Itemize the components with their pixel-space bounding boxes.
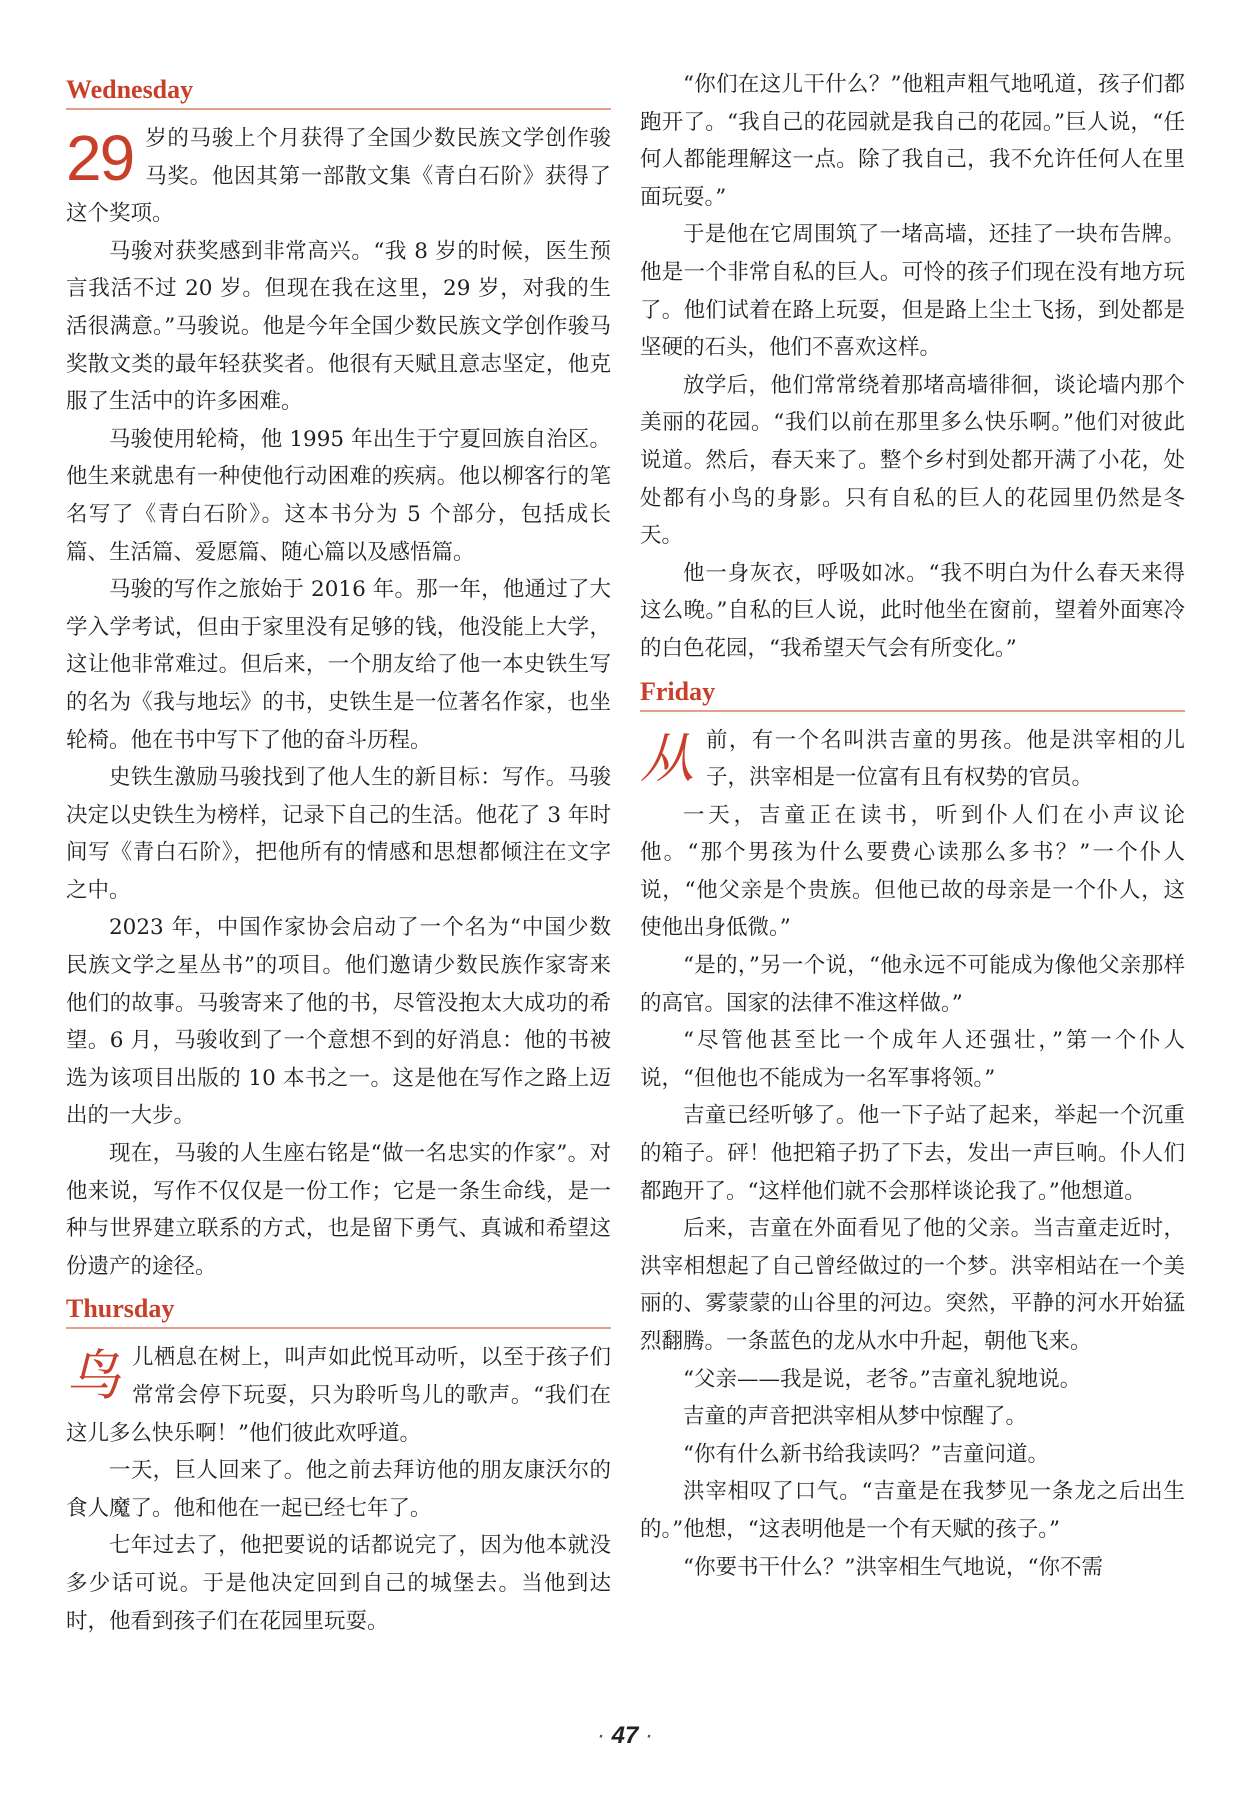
thursday-paragraph: “你们在这儿干什么？”他粗声粗气地吼道，孩子们都跑开了。“我自己的花园就是我自己的花园。”巨人说，“任何人都能理解这一点。除了我自己，我不允许任何人在里面玩耍。”: [640, 72, 1185, 210]
thursday-paragraph: 一天，巨人回来了。他之前去拜访他的朋友康沃尔的食人魔了。他和他在一起已经七年了。: [66, 1458, 611, 1521]
friday-paragraph: 吉童已经听够了。他一下子站了起来，举起一个沉重的箱子。砰！他把箱子扔了下去，发出一声巨响。仆人们都跑开了。“这样他们就不会那样谈论我了。”他想道。: [640, 1103, 1185, 1204]
wednesday-paragraph: 29 岁的马骏上个月获得了全国少数民族文学创作骏马奖。他因其第一部散文集《青白石阶》获得了这个奖项。: [66, 122, 611, 227]
thursday-dropcap: 鸟: [66, 1344, 120, 1408]
friday-paragraph: 洪宰相叹了口气。“吉童是在我梦见一条龙之后出生的。”他想，“这表明他是一个有天赋的孩子。”: [640, 1479, 1185, 1542]
wednesday-paragraph: 史铁生激励马骏找到了他人生的新目标：写作。马骏决定以史铁生为榜样，记录下自己的生活。他花了 3 年时间写《青白石阶》，把他所有的情感和思想都倾注在文字之中。: [66, 765, 611, 903]
friday-paragraph: “父亲——我是说，老爷。”吉童礼貌地说。: [683, 1366, 1082, 1392]
friday-paragraph: “尽管他甚至比一个成年人还强壮，”第一个仆人说，“但他也不能成为一名军事将领。”: [640, 1028, 1185, 1091]
wednesday-paragraph: 马骏对获奖感到非常高兴。“我 8 岁的时候，医生预言我活不过 20 岁。但现在我在这里，29 岁，对我的生活很满意。”马骏说。他是今年全国少数民族文学创作骏马奖散文类的最年轻获奖者。他很有天赋且意志坚定，他克服了生活中的许多困难。: [66, 238, 611, 415]
thursday-paragraph: 于是他在它周围筑了一堵高墙，还挂了一块布告牌。他是一个非常自私的巨人。可怜的孩子们现在没有地方玩了。他们试着在路上玩耍，但是路上尘土飞扬，到处都是坚硬的石头，他们不喜欢这样。: [640, 222, 1185, 361]
left-column: [66, 66, 611, 1640]
wednesday-paragraph: 2023 年，中国作家协会启动了一个名为“中国少数民族文学之星丛书”的项目。他们邀请少数民族作家寄来他们的故事。马骏寄来了他的书，尽管没抱太大成功的希望。6 月，马骏收到了一个意想不到的好消息：他的书被选为该项目出版的 10 本书之一。这是他在写作之路上迈出的一大步。: [66, 915, 611, 1129]
wednesday-dropcap: 29: [66, 122, 134, 194]
friday-paragraph: 从前，有一个名叫洪吉童的男孩。他是洪宰相的儿子，洪宰相是一位富有且有权势的官员。: [640, 726, 1185, 791]
friday-dropcap: 从: [640, 726, 694, 790]
friday-heading: Friday: [640, 676, 1185, 712]
wednesday-heading: Wednesday: [66, 74, 611, 110]
wednesday-paragraph: 马骏使用轮椅，他 1995 年出生于宁夏回族自治区。他生来就患有一种使他行动困难的疾病。他以柳客行的笔名写了《青白石阶》。这本书分为 5 个部分，包括成长篇、生活篇、爱愿篇、随心篇以及感悟篇。: [66, 426, 611, 565]
page-number: · 47 ·: [596, 1722, 654, 1749]
thursday-paragraph: 鸟儿栖息在树上，叫声如此悦耳动听，以至于孩子们常常会停下玩耍，只为聆听鸟儿的歌声。“我们在这儿多么快乐啊！”他们彼此欢呼道。: [66, 1344, 611, 1446]
wednesday-paragraph: 现在，马骏的人生座右铭是“做一名忠实的作家”。对他来说，写作不仅仅是一份工作；它是一条生命线，是一种与世界建立联系的方式，也是留下勇气、真诚和希望这份遗产的途径。: [66, 1141, 611, 1279]
friday-paragraph: 吉童的声音把洪宰相从梦中惊醒了。: [683, 1404, 1028, 1430]
friday-paragraph: “你有什么新书给我读吗？”吉童问道。: [683, 1441, 1049, 1467]
wednesday-paragraph: 马骏的写作之旅始于 2016 年。那一年，他通过了大学入学考试，但由于家里没有足够的钱，他没能上大学，这让他非常难过。但后来，一个朋友给了他一本史铁生写的名为《我与地坛》的书，史铁生是一位著名作家，也坐轮椅。他在书中写下了他的奋斗历程。: [66, 577, 611, 753]
thursday-paragraph: 放学后，他们常常绕着那堵高墙徘徊，谈论墙内那个美丽的花园。“我们以前在那里多么快乐啊。”他们对彼此说道。然后，春天来了。整个乡村到处都开满了小花，处处都有小鸟的身影。只有自私的巨人的花园里仍然是冬天。: [640, 372, 1185, 549]
thursday-paragraph: 七年过去了，他把要说的话都说完了，因为他本就没多少话可说。于是他决定回到自己的城堡去。当他到达时，他看到孩子们在花园里玩耍。: [66, 1533, 611, 1634]
friday-paragraph: “是的，”另一个说，“他永远不可能成为像他父亲那样的高官。国家的法律不准这样做。”: [640, 953, 1185, 1016]
friday-paragraph: 一天，吉童正在读书，听到仆人们在小声议论他。“那个男孩为什么要费心读那么多书？”一个仆人说，“他父亲是个贵族。但他已故的母亲是一个仆人，这使他出身低微。”: [640, 802, 1185, 941]
thursday-paragraph: 他一身灰衣，呼吸如冰。“我不明白为什么春天来得这么晚。”自私的巨人说，此时他坐在窗前，望着外面寒冷的白色花园，“我希望天气会有所变化。”: [640, 560, 1185, 661]
right-column: [640, 66, 1185, 1586]
friday-paragraph: “你要书干什么？”洪宰相生气地说，“你不需: [683, 1554, 1103, 1580]
thursday-heading: Thursday: [66, 1293, 611, 1329]
friday-paragraph: 后来，吉童在外面看见了他的父亲。当吉童走近时，洪宰相想起了自己曾经做过的一个梦。洪宰相站在一个美丽的、雾蒙蒙的山谷里的河边。突然，平静的河水开始猛烈翻腾。一条蓝色的龙从水中升起，朝他飞来。: [640, 1216, 1185, 1354]
